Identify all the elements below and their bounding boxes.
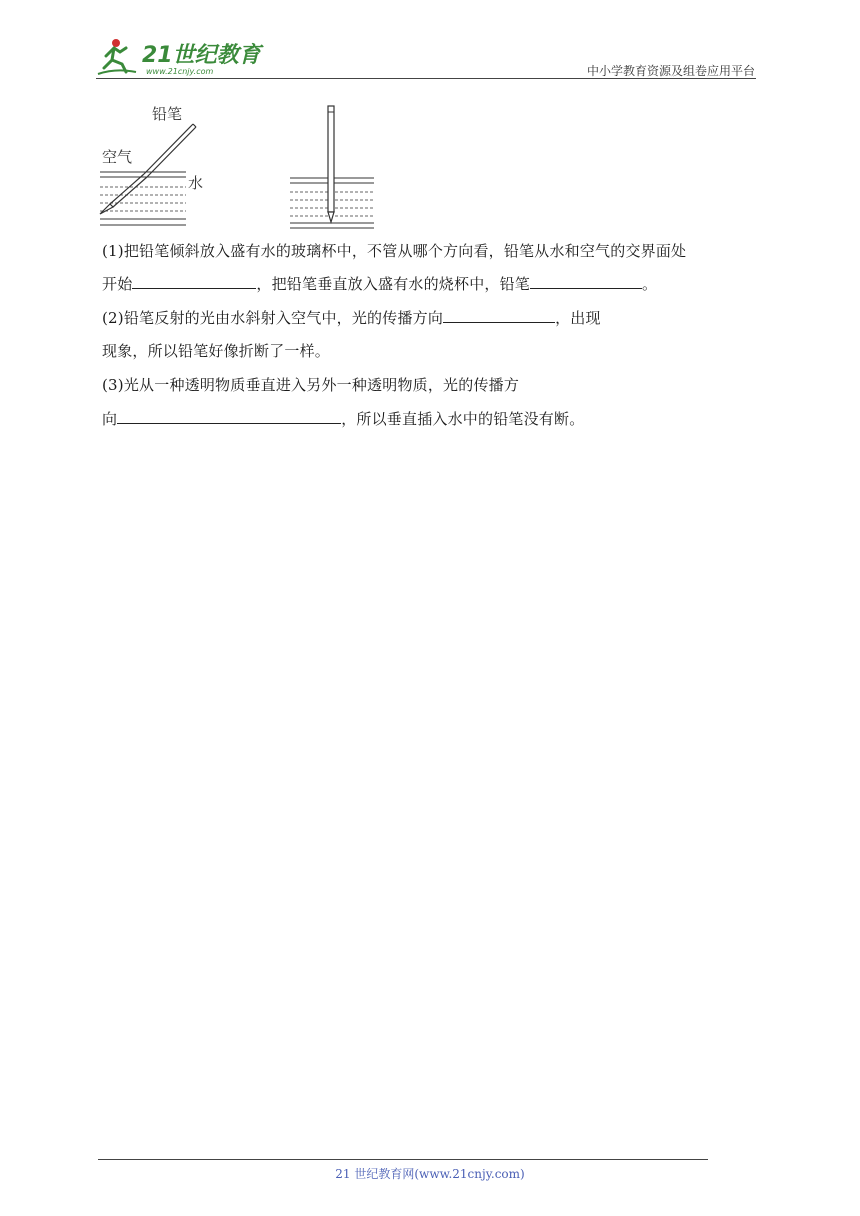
- q3-line2: 向 ，所以垂直插入水中的铅笔没有断。: [102, 410, 585, 428]
- label-pencil: 铅笔: [152, 105, 183, 123]
- header-divider: [96, 78, 756, 79]
- vertical-pencil-figure: [290, 106, 374, 228]
- logo-text: 21世纪教育: [142, 43, 261, 68]
- tilted-pencil-figure: [100, 105, 203, 225]
- q2-blank-1[interactable]: [443, 308, 555, 323]
- q1-line2: 开始 ，把铅笔垂直放入盛有水的烧杯中，铅笔 。: [102, 275, 658, 293]
- q2-line1: (2)铅笔反射的光由水斜射入空气中，光的传播方向 ，出现: [102, 309, 601, 327]
- logo-url: www.21cnjy.com: [146, 67, 214, 76]
- label-water: 水: [188, 174, 204, 192]
- label-air: 空气: [102, 148, 133, 166]
- footer-divider: [98, 1159, 708, 1160]
- q3-line1: (3)光从一种透明物质垂直进入另外一种透明物质，光的传播方: [102, 376, 520, 394]
- q3-blank-1[interactable]: [117, 409, 341, 424]
- q1-blank-1[interactable]: [132, 274, 256, 289]
- header-platform-text: 中小学教育资源及组卷应用平台: [586, 64, 755, 78]
- site-logo: [96, 34, 266, 78]
- q1-line1: (1)把铅笔倾斜放入盛有水的玻璃杯中，不管从哪个方向看，铅笔从水和空气的交界面处: [102, 242, 687, 260]
- footer-link[interactable]: 21 世纪教育网(www.21cnjy.com): [335, 1167, 525, 1181]
- runner-logo-icon: [96, 34, 266, 78]
- pencil-refraction-diagram: [96, 100, 396, 230]
- q1-blank-2[interactable]: [530, 274, 642, 289]
- q2-line2: 现象，所以铅笔好像折断了一样。: [102, 342, 331, 360]
